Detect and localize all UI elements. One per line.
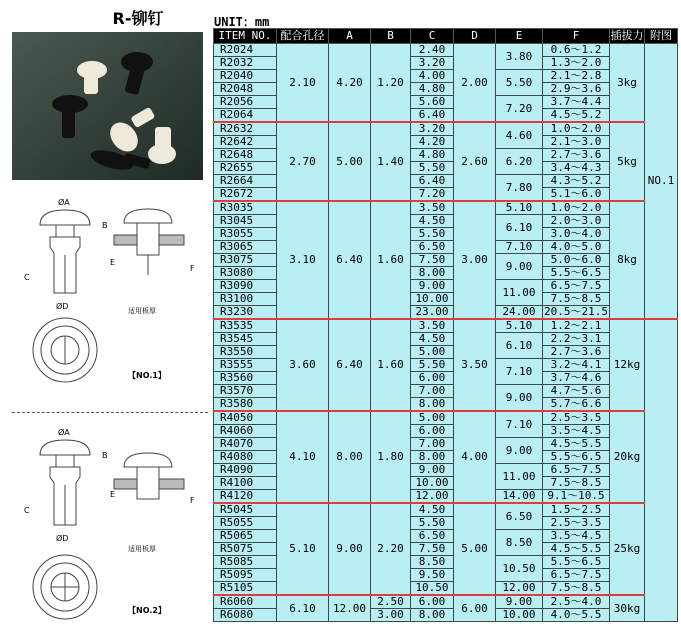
fig1-dim-e: E xyxy=(110,258,116,267)
table-cell: 30kg xyxy=(610,595,645,622)
table-cell: 6.00 xyxy=(411,372,454,385)
table-cell: 4.20 xyxy=(411,136,454,149)
table-cell: R3045 xyxy=(214,215,277,228)
table-cell: 3.7～4.4 xyxy=(543,96,610,109)
table-cell: 6.50 xyxy=(496,503,543,530)
fig2-label: 【NO.2】 xyxy=(128,606,166,615)
table-cell: R5105 xyxy=(214,582,277,596)
table-cell: 5.10 xyxy=(496,319,543,333)
table-cell: 2.7～3.6 xyxy=(543,346,610,359)
table-cell: 4.3～5.2 xyxy=(543,175,610,188)
product-photo xyxy=(12,32,203,180)
fig2-caption: 适用板厚 xyxy=(128,545,156,553)
table-cell: R2655 xyxy=(214,162,277,175)
table-cell: 2.2～3.1 xyxy=(543,333,610,346)
table-cell: R3100 xyxy=(214,293,277,306)
table-cell: 1.2～2.1 xyxy=(543,319,610,333)
table-cell: 10.00 xyxy=(411,293,454,306)
table-cell: 2.5～3.5 xyxy=(543,517,610,530)
table-cell: 4.00 xyxy=(411,70,454,83)
fig1-dim-d: ØD xyxy=(56,302,69,311)
table-cell: R4050 xyxy=(214,411,277,425)
table-cell: 4.20 xyxy=(329,44,371,123)
table-cell: 5.50 xyxy=(496,70,543,96)
table-cell: R3570 xyxy=(214,385,277,398)
fig1-dim-f: F xyxy=(190,264,195,273)
table-cell: R3560 xyxy=(214,372,277,385)
table-cell: 2.20 xyxy=(371,503,411,595)
table-cell: 6.5～7.5 xyxy=(543,464,610,477)
table-cell: R3080 xyxy=(214,267,277,280)
table-cell: R3550 xyxy=(214,346,277,359)
table-cell: 9.00 xyxy=(329,503,371,595)
table-cell: R3555 xyxy=(214,359,277,372)
table-cell: 4.50 xyxy=(411,333,454,346)
table-cell: 1.3～2.0 xyxy=(543,57,610,70)
table-cell: 1.60 xyxy=(371,201,411,319)
table-cell: R2040 xyxy=(214,70,277,83)
table-row xyxy=(214,122,678,136)
table-cell: 3.4～4.3 xyxy=(543,162,610,175)
table-cell: 4.0～5.5 xyxy=(543,609,610,622)
table-cell: 4.60 xyxy=(496,122,543,149)
table-cell: 10.00 xyxy=(411,477,454,490)
table-row xyxy=(214,44,678,57)
fig1-drawing xyxy=(18,195,206,395)
unit-label: UNIT：mm xyxy=(214,15,270,29)
column-header: C xyxy=(411,29,454,44)
table-cell: 6.00 xyxy=(411,595,454,609)
table-cell: 4.7～5.6 xyxy=(543,385,610,398)
table-cell: 3.10 xyxy=(277,201,329,319)
table-cell: R4060 xyxy=(214,425,277,438)
table-cell: 12.00 xyxy=(496,582,543,596)
fig1-dim-a: ØA xyxy=(58,198,70,207)
table-cell: 5.10 xyxy=(496,201,543,215)
table-row xyxy=(214,201,678,215)
table-cell: 6.50 xyxy=(411,241,454,254)
table-cell: R4080 xyxy=(214,451,277,464)
table-cell: 3.80 xyxy=(496,44,543,70)
table-cell: 3.50 xyxy=(411,201,454,215)
table-cell: 3.2～4.1 xyxy=(543,359,610,372)
table-cell: 3.20 xyxy=(411,122,454,136)
table-cell: 2.7～3.6 xyxy=(543,149,610,162)
table-cell: R3055 xyxy=(214,228,277,241)
table-row xyxy=(214,319,678,333)
table-cell: R3545 xyxy=(214,333,277,346)
table-cell: 23.00 xyxy=(411,306,454,320)
table-cell: 2.1～3.0 xyxy=(543,136,610,149)
table-cell: R5085 xyxy=(214,556,277,569)
table-cell: 6.50 xyxy=(411,530,454,543)
table-cell: 8.00 xyxy=(411,398,454,412)
table-cell: 10.00 xyxy=(496,609,543,622)
table-cell: 2.10 xyxy=(277,44,329,123)
fig1-caption: 适用板厚 xyxy=(128,307,156,315)
table-cell: 4.80 xyxy=(411,83,454,96)
table-cell: 8.50 xyxy=(496,530,543,556)
table-cell: 9.00 xyxy=(496,438,543,464)
table-cell: 14.00 xyxy=(496,490,543,504)
column-header: A xyxy=(329,29,371,44)
table-cell: 8.00 xyxy=(411,451,454,464)
table-cell: 7.50 xyxy=(411,254,454,267)
table-cell: 5.50 xyxy=(411,228,454,241)
table-cell: R5095 xyxy=(214,569,277,582)
table-cell: NO.1 xyxy=(645,44,678,320)
table-cell: R4070 xyxy=(214,438,277,451)
table-cell: 6.5～7.5 xyxy=(543,569,610,582)
table-cell: R2642 xyxy=(214,136,277,149)
table-cell: 8kg xyxy=(610,201,645,319)
table-cell: 1.60 xyxy=(371,319,411,411)
table-cell: 4.80 xyxy=(411,149,454,162)
column-header: B xyxy=(371,29,411,44)
table-cell: 9.00 xyxy=(496,595,543,609)
table-cell: 1.5～2.5 xyxy=(543,503,610,517)
table-cell: 25kg xyxy=(610,503,645,595)
table-cell: 7.20 xyxy=(496,96,543,123)
table-cell: R4100 xyxy=(214,477,277,490)
table-cell: 3.5～4.5 xyxy=(543,425,610,438)
table-cell: 4.0～5.0 xyxy=(543,241,610,254)
table-cell: 7.00 xyxy=(411,385,454,398)
table-cell: 3.20 xyxy=(411,57,454,70)
table-cell: R2648 xyxy=(214,149,277,162)
table-cell: R2664 xyxy=(214,175,277,188)
table-cell: 5.50 xyxy=(411,162,454,175)
table-cell: 6.40 xyxy=(411,175,454,188)
table-cell: 12kg xyxy=(610,319,645,411)
table-cell: 1.0～2.0 xyxy=(543,201,610,215)
table-cell: 2.70 xyxy=(277,122,329,201)
table-cell: R2024 xyxy=(214,44,277,57)
table-cell: 2.5～3.5 xyxy=(543,411,610,425)
fig2-dim-b: B xyxy=(102,451,108,460)
table-cell: R2056 xyxy=(214,96,277,109)
table-cell: 11.00 xyxy=(496,280,543,306)
table-cell: 3.50 xyxy=(454,319,496,411)
table-cell: R5075 xyxy=(214,543,277,556)
table-cell: 5.5～6.5 xyxy=(543,267,610,280)
table-cell: 1.40 xyxy=(371,122,411,201)
table-cell: 5.50 xyxy=(411,359,454,372)
fig2-dim-d: ØD xyxy=(56,534,69,543)
column-header: D xyxy=(454,29,496,44)
table-cell: 4.5～5.5 xyxy=(543,543,610,556)
figure-divider xyxy=(12,412,208,413)
table-cell: R3075 xyxy=(214,254,277,267)
table-row xyxy=(214,503,678,517)
table-cell: 9.50 xyxy=(411,569,454,582)
table-cell: 3.00 xyxy=(371,609,411,622)
table-cell: 4.50 xyxy=(411,503,454,517)
table-cell: 6.20 xyxy=(496,149,543,175)
table-cell: 0.6～1.2 xyxy=(543,44,610,57)
rivet-spec-table xyxy=(213,28,678,622)
table-cell: R3035 xyxy=(214,201,277,215)
table-cell: R2048 xyxy=(214,83,277,96)
table-cell: 9.1～10.5 xyxy=(543,490,610,504)
table-cell: 6.5～7.5 xyxy=(543,280,610,293)
table-cell: 3.60 xyxy=(277,319,329,411)
table-cell: 4.5～5.5 xyxy=(543,438,610,451)
table-cell: R5055 xyxy=(214,517,277,530)
table-cell: 11.00 xyxy=(496,464,543,490)
table-cell: 6.10 xyxy=(496,215,543,241)
table-cell: 7.5～8.5 xyxy=(543,477,610,490)
table-cell: R5065 xyxy=(214,530,277,543)
table-cell: 5.00 xyxy=(411,411,454,425)
table-cell: 6.40 xyxy=(329,201,371,319)
table-cell: 10.50 xyxy=(411,582,454,596)
page-title: R-铆钉 xyxy=(112,9,164,28)
fig2-dim-c: C xyxy=(24,506,30,515)
table-cell: 3.0～4.0 xyxy=(543,228,610,241)
table-cell: 6.40 xyxy=(411,109,454,123)
table-cell: 5.5～6.5 xyxy=(543,556,610,569)
table-cell: 7.50 xyxy=(411,543,454,556)
table-cell: 2.0～3.0 xyxy=(543,215,610,228)
table-cell: 4.10 xyxy=(277,411,329,503)
column-header: 附图 xyxy=(645,29,678,44)
table-cell: 7.10 xyxy=(496,411,543,438)
table-cell: 3.7～4.6 xyxy=(543,372,610,385)
table-cell: R5045 xyxy=(214,503,277,517)
table-cell: 9.00 xyxy=(496,254,543,280)
table-cell: R3090 xyxy=(214,280,277,293)
column-header: F xyxy=(543,29,610,44)
table-cell: R3535 xyxy=(214,319,277,333)
table-cell: 4.50 xyxy=(411,215,454,228)
table-cell xyxy=(645,319,678,622)
table-cell: R2032 xyxy=(214,57,277,70)
table-cell: 5.7～6.6 xyxy=(543,398,610,412)
table-row xyxy=(214,595,678,609)
table-cell: 5.5～6.5 xyxy=(543,451,610,464)
table-cell: 5.0～6.0 xyxy=(543,254,610,267)
table-cell: 2.5～4.0 xyxy=(543,595,610,609)
column-header: 配合孔径 xyxy=(277,29,329,44)
rivet-head-shape xyxy=(40,210,90,225)
table-cell: R2672 xyxy=(214,188,277,202)
table-cell: 5.00 xyxy=(329,122,371,201)
table-cell: 6.00 xyxy=(411,425,454,438)
table-cell: 7.10 xyxy=(496,359,543,385)
fig2-dim-f: F xyxy=(190,496,195,505)
table-cell: 3kg xyxy=(610,44,645,123)
table-cell: 1.80 xyxy=(371,411,411,503)
fig2-dim-e: E xyxy=(110,490,116,499)
table-cell: 1.0～2.0 xyxy=(543,122,610,136)
table-cell: 12.00 xyxy=(411,490,454,504)
table-cell: R3580 xyxy=(214,398,277,412)
fig1-dim-c: C xyxy=(24,273,30,282)
table-cell: 9.00 xyxy=(411,464,454,477)
table-row xyxy=(214,411,678,425)
table-cell: R4120 xyxy=(214,490,277,504)
table-cell: R6080 xyxy=(214,609,277,622)
table-cell: 8.00 xyxy=(411,609,454,622)
table-cell: 5.00 xyxy=(454,503,496,595)
table-cell: R6060 xyxy=(214,595,277,609)
table-cell: 5kg xyxy=(610,122,645,201)
table-cell: R4090 xyxy=(214,464,277,477)
table-cell: 5.00 xyxy=(411,346,454,359)
table-cell: 6.10 xyxy=(496,333,543,359)
table-cell: 5.1～6.0 xyxy=(543,188,610,202)
table-cell: 20kg xyxy=(610,411,645,503)
fig1-label: 【NO.1】 xyxy=(128,371,166,380)
table-cell: 5.50 xyxy=(411,517,454,530)
column-header: ITEM NO. xyxy=(214,29,277,44)
fig1-dim-b: B xyxy=(102,221,108,230)
table-cell: 24.00 xyxy=(496,306,543,320)
table-cell: 9.00 xyxy=(411,280,454,293)
table-cell: 7.00 xyxy=(411,438,454,451)
table-cell: 7.5～8.5 xyxy=(543,582,610,596)
table-cell: 8.50 xyxy=(411,556,454,569)
table-cell: 7.5～8.5 xyxy=(543,293,610,306)
table-cell: 7.10 xyxy=(496,241,543,254)
fig2-drawing xyxy=(18,425,206,625)
table-cell: 5.60 xyxy=(411,96,454,109)
column-header: E xyxy=(496,29,543,44)
table-cell: 1.20 xyxy=(371,44,411,123)
table-cell: 6.00 xyxy=(454,595,496,622)
table-cell: 2.1～2.8 xyxy=(543,70,610,83)
table-cell: 7.20 xyxy=(411,188,454,202)
table-cell: 2.50 xyxy=(371,595,411,609)
table-cell: 2.00 xyxy=(454,44,496,123)
table-cell: 9.00 xyxy=(496,385,543,412)
table-cell: 3.00 xyxy=(454,201,496,319)
table-cell: 6.40 xyxy=(329,319,371,411)
column-header: 插拔力 xyxy=(610,29,644,42)
table-cell: 3.50 xyxy=(411,319,454,333)
rivet-photo-image xyxy=(12,32,203,180)
table-cell: 2.60 xyxy=(454,122,496,201)
table-cell: R2632 xyxy=(214,122,277,136)
table-cell: 4.00 xyxy=(454,411,496,503)
table-cell: 6.10 xyxy=(277,595,329,622)
table-cell: 7.80 xyxy=(496,175,543,202)
table-cell: 8.00 xyxy=(329,411,371,503)
table-header-row xyxy=(214,29,678,44)
table-cell: 10.50 xyxy=(496,556,543,582)
table-cell: 5.10 xyxy=(277,503,329,595)
table-cell: 4.5～5.2 xyxy=(543,109,610,123)
table-cell: 2.9～3.6 xyxy=(543,83,610,96)
table-cell: R3065 xyxy=(214,241,277,254)
table-cell: R3230 xyxy=(214,306,277,320)
table-cell: 2.40 xyxy=(411,44,454,57)
fig2-dim-a: ØA xyxy=(58,428,70,437)
table-cell: R2064 xyxy=(214,109,277,123)
table-cell: 12.00 xyxy=(329,595,371,622)
table-cell: 8.00 xyxy=(411,267,454,280)
table-cell: 3.5～4.5 xyxy=(543,530,610,543)
table-cell: 20.5～21.5 xyxy=(544,305,608,318)
